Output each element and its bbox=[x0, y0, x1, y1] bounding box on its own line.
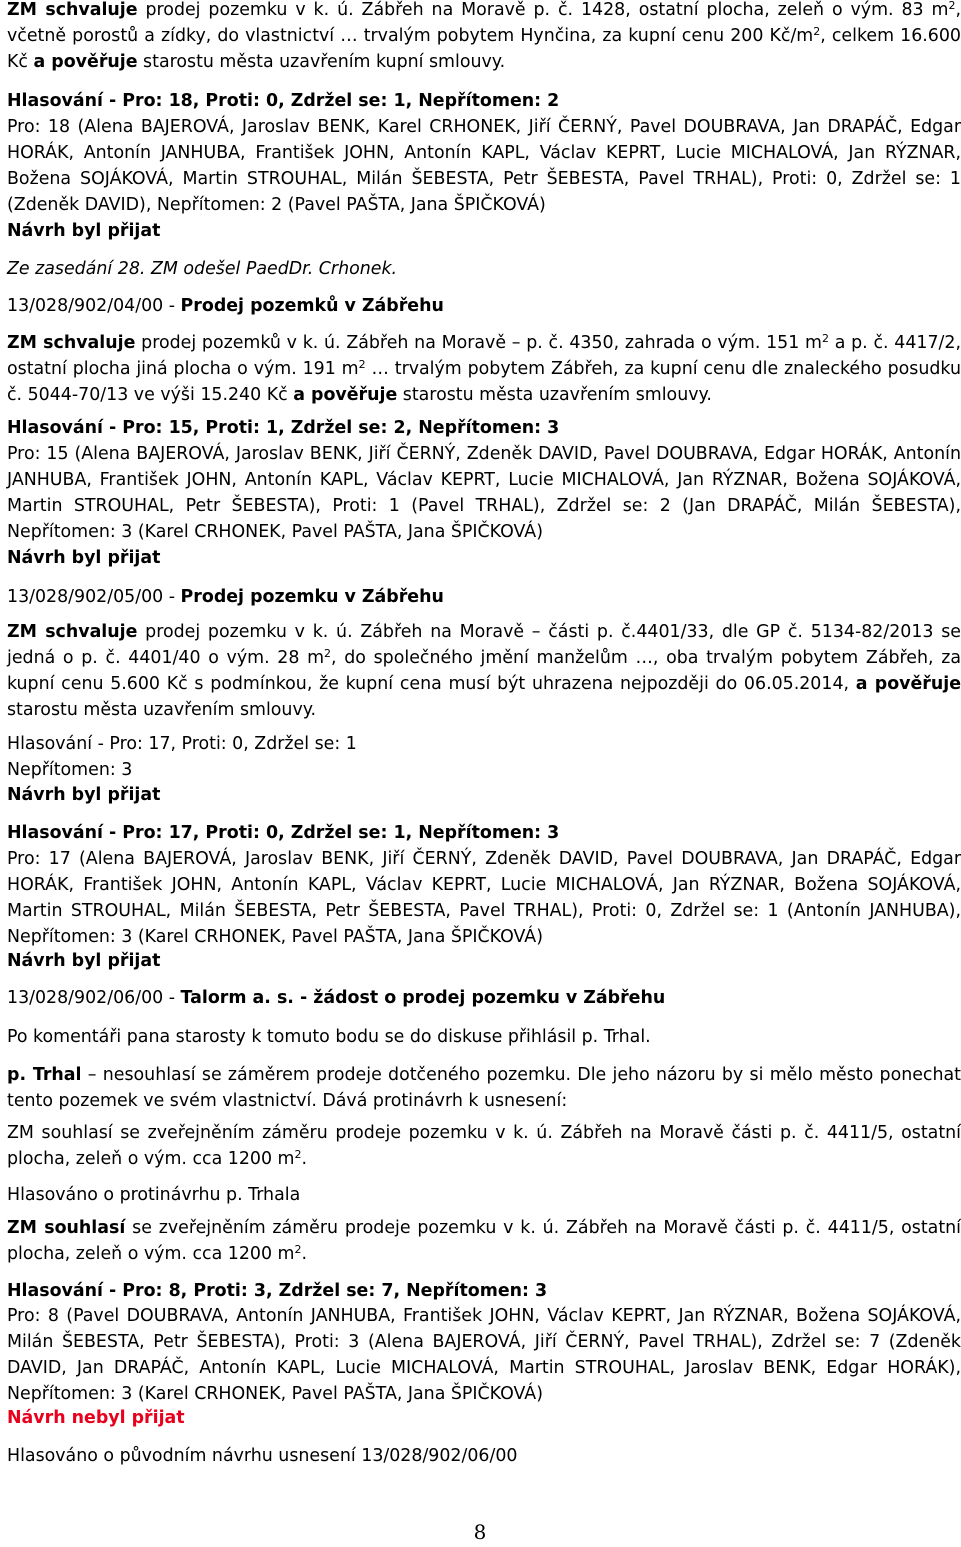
superscript: 2 bbox=[294, 1148, 302, 1161]
vote-result: Návrh byl přijat bbox=[7, 548, 161, 568]
resolution-verb: ZM schvaluje bbox=[7, 622, 138, 642]
intro-resolution bbox=[7, 0, 961, 75]
agenda-item-heading bbox=[7, 293, 961, 319]
vote-summary: Hlasování - Pro: 15, Proti: 1, Zdržel se: 2, Nepřítomen: 3 bbox=[7, 418, 560, 438]
final-note: Hlasováno o původním návrhu usnesení 13/028/902/06/00 bbox=[7, 1446, 518, 1466]
vote-detail: Pro: 15 (Alena BAJEROVÁ, Jaroslav BENK, Jiří ČERNÝ, Zdeněk DAVID, Pavel DOUBRAVA, Edgar HORÁK, Antonín JANHUBA, František JOHN, Antonín KAPL, Václav KEPRT, Lucie MICHALOVÁ, Jan RÝZNAR, Božena SOJÁKOVÁ, Martin STROUHAL, Petr ŠEBESTA), Proti: 1 (Pavel TRHAL), Zdržel se: 2 (Jan DRAPÁČ, Milán ŠEBESTA), Nepřítomen: 3 (Karel CRHONEK, Pavel PAŠTA, Jana ŠPIČKOVÁ) bbox=[7, 444, 961, 542]
resolution-text: starostu města uzavřením smlouvy. bbox=[397, 385, 712, 405]
resolution-text: starostu města uzavřením smlouvy. bbox=[7, 700, 317, 720]
resolution-text: prodej pozemku v k. ú. Zábřeh na Moravě – části p. č.4401/33, dle GP č. 5134-82/2013 se jedná o p. č. 4401/40 o vým. 28 m bbox=[7, 622, 961, 668]
resolution-verb: a pověřuje bbox=[293, 385, 398, 405]
agenda-code: 13/028/902/06/00 - bbox=[7, 988, 181, 1008]
discussion-speech bbox=[7, 1062, 961, 1114]
superscript: 2 bbox=[294, 1243, 302, 1256]
session-note: Ze zasedání 28. ZM odešel PaedDr. Crhonek. bbox=[7, 259, 398, 279]
resolution-text: , celkem 16.600 Kč bbox=[7, 26, 961, 72]
resolution-text-end: . bbox=[301, 1244, 308, 1264]
discussion-comment: Po komentáři pana starosty k tomuto bodu se do diskuse přihlásil p. Trhal. bbox=[7, 1027, 651, 1047]
superscript: 2 bbox=[813, 25, 821, 38]
superscript: 2 bbox=[324, 647, 332, 660]
vote-detail: Pro: 18 (Alena BAJEROVÁ, Jaroslav BENK, Karel CRHONEK, Jiří ČERNÝ, Pavel DOUBRAVA, Jan DRAPÁČ, Edgar HORÁK, Antonín JANHUBA, František JOHN, Antonín KAPL, Václav KEPRT, Lucie MICHALOVÁ, Jan RÝZNAR, Božena SOJÁKOVÁ, Martin STROUHAL, Milán ŠEBESTA, Petr ŠEBESTA, Pavel TRHAL), Proti: 0, Zdržel se: 1 (Zdeněk DAVID), Nepřítomen: 2 (Pavel PAŠTA, Jana ŠPIČKOVÁ) bbox=[7, 117, 961, 215]
vote-result: Návrh byl přijat bbox=[7, 785, 161, 805]
agenda-title: Talorm a. s. - žádost o prodej pozemku v Zábřehu bbox=[180, 988, 666, 1008]
item4-resolution bbox=[7, 330, 961, 408]
vote-result-rejected: Návrh nebyl přijat bbox=[7, 1408, 185, 1428]
agenda-title: Prodej pozemku v Zábřehu bbox=[180, 587, 444, 607]
resolution-text: , včetně porostů a zídky, do vlastnictví … trvalým pobytem Hynčina, za kupní cenu 200 Kč/m bbox=[7, 0, 961, 46]
superscript: 2 bbox=[948, 0, 956, 12]
vote-summary: Hlasování - Pro: 18, Proti: 0, Zdržel se: 1, Nepřítomen: 2 bbox=[7, 91, 560, 111]
resolution-text: a p. č. 4417/2, ostatní plocha jiná plocha o vým. 191 m bbox=[7, 333, 961, 379]
resolution-text: prodej pozemků v k. ú. Zábřeh na Moravě – p. č. 4350, zahrada o vým. 151 m bbox=[135, 333, 822, 353]
resolution-text: … trvalým pobytem Zábřeh, za kupní cenu dle znaleckého posudku č. 5044-70/13 ve výši 15.240 Kč bbox=[7, 359, 961, 405]
speaker-name: p. Trhal bbox=[7, 1065, 82, 1085]
page-number: 8 bbox=[473, 1520, 487, 1544]
item5-resolution bbox=[7, 619, 961, 723]
vote-result: Návrh byl přijat bbox=[7, 221, 161, 241]
vote-summary: Hlasování - Pro: 17, Proti: 0, Zdržel se: 1, Nepřítomen: 3 bbox=[7, 823, 560, 843]
resolution-verb: ZM schvaluje bbox=[7, 0, 138, 20]
speech-text: – nesouhlasí se záměrem prodeje dotčeného pozemku. Dle jeho názoru by si mělo město ponechat tento pozemek ve svém vlastnictví. Dává protinávrh k usnesení: bbox=[7, 1065, 961, 1111]
resolution-verb: a pověřuje bbox=[855, 674, 961, 694]
resolution-text: starostu města uzavřením kupní smlouvy. bbox=[137, 52, 506, 72]
resolution-verb: ZM schvaluje bbox=[7, 333, 136, 353]
vote-summary: Hlasování - Pro: 8, Proti: 3, Zdržel se: 7, Nepřítomen: 3 bbox=[7, 1281, 548, 1301]
counter-text-end: . bbox=[301, 1149, 308, 1169]
resolution-text: prodej pozemku v k. ú. Zábřeh na Moravě p. č. 1428, ostatní plocha, zeleň o vým. 83 m bbox=[137, 0, 949, 20]
vote-absent: Nepřítomen: 3 bbox=[7, 760, 133, 780]
superscript: 2 bbox=[822, 332, 829, 345]
vote-summary: Hlasování - Pro: 17, Proti: 0, Zdržel se: 1 bbox=[7, 734, 357, 754]
voted-on-note: Hlasováno o protinávrhu p. Trhala bbox=[7, 1185, 301, 1205]
vote-detail: Pro: 8 (Pavel DOUBRAVA, Antonín JANHUBA, František JOHN, Václav KEPRT, Jan RÝZNAR, Božena SOJÁKOVÁ, Milán ŠEBESTA, Petr ŠEBESTA), Proti: 3 (Alena BAJEROVÁ, Jiří ČERNÝ, Pavel TRHAL), Zdržel se: 7 (Zdeněk DAVID, Jan DRAPÁČ, Antonín KAPL, Lucie MICHALOVÁ, Martin STROUHAL, Jaroslav BENK, Edgar HORÁK), Nepřítomen: 3 (Karel CRHONEK, Pavel PAŠTA, Jana ŠPIČKOVÁ) bbox=[7, 1306, 961, 1404]
resolution-text: se zveřejněním záměru prodeje pozemku v k. ú. Zábřeh na Moravě části p. č. 4411/5, ostatní plocha, zeleň o vým. cca 1200 m bbox=[7, 1218, 961, 1264]
counter-text: ZM souhlasí se zveřejněním záměru prodeje pozemku v k. ú. Zábřeh na Moravě části p. č. 4411/5, ostatní plocha, zeleň o vým. cca 1200 m bbox=[7, 1123, 961, 1169]
vote-result: Návrh byl přijat bbox=[7, 951, 161, 971]
resolution-text: , do společného jmění manželům …, oba trvalým pobytem Zábřeh, za kupní cenu 5.600 Kč s podmínkou, že kupní cena musí být uhrazena nejpozději do 06.05.2014, bbox=[7, 648, 961, 694]
vote-detail: Pro: 17 (Alena BAJEROVÁ, Jaroslav BENK, Jiří ČERNÝ, Zdeněk DAVID, Pavel DOUBRAVA, Jan DRAPÁČ, Edgar HORÁK, František JOHN, Antonín KAPL, Václav KEPRT, Lucie MICHALOVÁ, Jan RÝZNAR, Božena SOJÁKOVÁ, Martin STROUHAL, Milán ŠEBESTA, Petr ŠEBESTA, Pavel TRHAL), Proti: 0, Zdržel se: 1 (Antonín JANHUBA), Nepřítomen: 3 (Karel CRHONEK, Pavel PAŠTA, Jana ŠPIČKOVÁ) bbox=[7, 849, 961, 947]
agenda-item-heading bbox=[7, 985, 961, 1011]
agenda-code: 13/028/902/05/00 - bbox=[7, 587, 181, 607]
counter-resolution bbox=[7, 1215, 961, 1267]
agenda-title: Prodej pozemků v Zábřehu bbox=[180, 296, 444, 316]
agenda-item-heading bbox=[7, 584, 961, 610]
resolution-verb: a pověřuje bbox=[33, 52, 138, 72]
superscript: 2 bbox=[358, 358, 366, 371]
resolution-verb: ZM souhlasí bbox=[7, 1218, 126, 1238]
counter-proposal bbox=[7, 1120, 961, 1172]
agenda-code: 13/028/902/04/00 - bbox=[7, 296, 181, 316]
